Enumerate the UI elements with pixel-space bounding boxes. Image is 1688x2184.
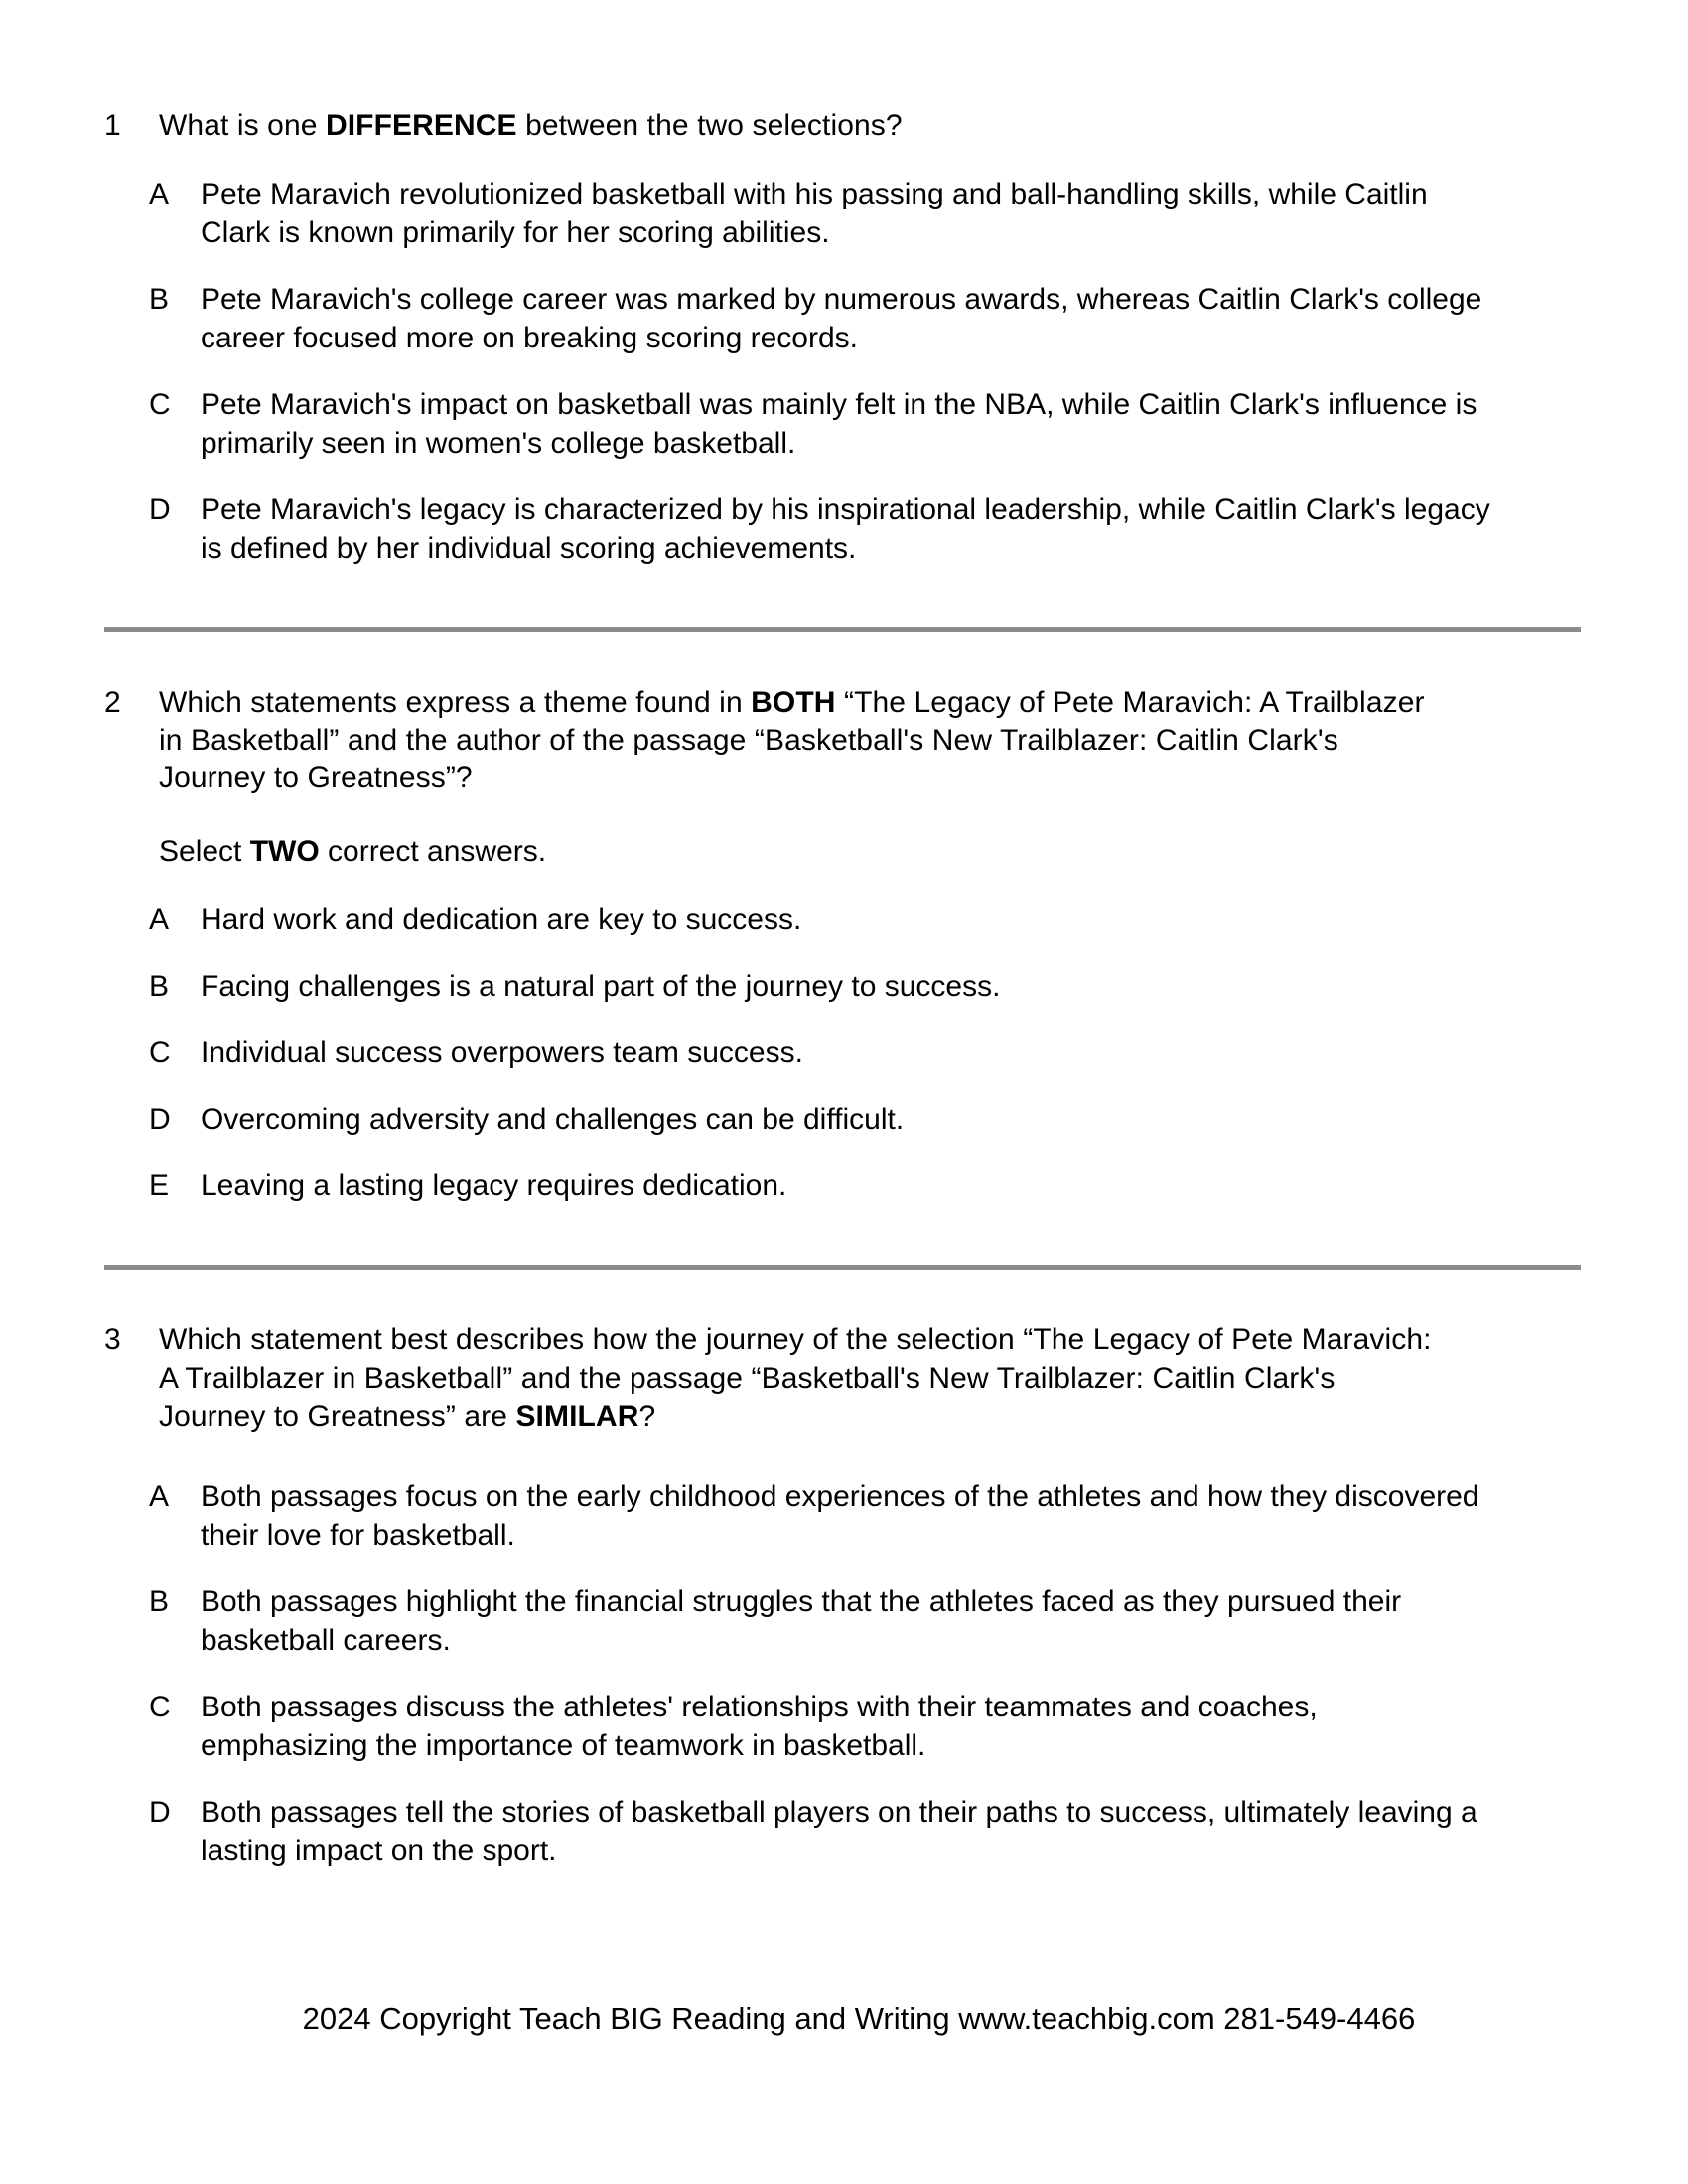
option-2-d-letter: D (149, 1103, 171, 1137)
option-3-d[interactable] (104, 1793, 1584, 1870)
option-1-c[interactable] (104, 385, 1584, 463)
option-2-e-text: Leaving a lasting legacy requires dedication. (201, 1169, 787, 1203)
question-2-options (104, 900, 1584, 1205)
question-2-number: 2 (104, 686, 121, 720)
question-2-stem-prefix: Which statements express a theme found in (159, 686, 752, 720)
spacer (104, 632, 1584, 684)
option-2-c-text: Individual success overpowers team success. (201, 1036, 803, 1070)
spacer (104, 1205, 1584, 1265)
question-1 (104, 107, 1584, 568)
option-2-b-letter: B (149, 970, 170, 1004)
option-2-a-letter: A (149, 903, 170, 937)
option-2-a-text: Hard work and dedication are key to success. (201, 903, 802, 937)
question-1-number: 1 (104, 109, 121, 142)
question-1-stem (104, 107, 1584, 145)
option-3-b-text: Both passages highlight the financial struggles that the athletes faced as they pursued their basketball careers. (201, 1584, 1402, 1657)
option-2-a[interactable] (104, 900, 1584, 939)
question-1-stem-emphasis: DIFFERENCE (325, 109, 517, 142)
option-2-c[interactable] (104, 1033, 1584, 1072)
option-2-b[interactable] (104, 967, 1584, 1006)
question-2-stem-text (159, 684, 1440, 797)
option-2-d-text: Overcoming adversity and challenges can be difficult. (201, 1103, 905, 1137)
question-2-stem-suffix: “The Legacy of Pete Maravich: A Trailblazer in Basketball” and the author of the passage “Basketball's New Trailblazer: Caitlin Clark's Journey to Greatness”? (159, 686, 1425, 795)
option-3-d-text: Both passages tell the stories of basketball players on their paths to success, ultimately leaving a lasting impact on the sport. (201, 1795, 1477, 1867)
option-1-b[interactable] (104, 280, 1584, 357)
select-note-emphasis: TWO (249, 835, 320, 869)
question-3-stem-text (159, 1321, 1440, 1434)
option-3-c-text: Both passages discuss the athletes' relationships with their teammates and coaches, emphasizing the importance of teamwork in basketball. (201, 1690, 1318, 1762)
option-1-b-letter: B (149, 283, 170, 317)
option-2-d[interactable] (104, 1100, 1584, 1139)
option-2-c-letter: C (149, 1036, 171, 1070)
option-1-a-letter: A (149, 178, 170, 211)
option-3-d-letter: D (149, 1795, 171, 1829)
spacer (104, 1270, 1584, 1321)
option-3-b[interactable] (104, 1582, 1584, 1660)
select-note-suffix: correct answers. (319, 835, 547, 869)
option-1-c-letter: C (149, 388, 171, 422)
question-3-options (104, 1477, 1584, 1870)
question-3-stem-emphasis: SIMILAR (515, 1399, 639, 1433)
option-3-c[interactable] (104, 1688, 1584, 1765)
question-2-select-instruction (159, 833, 1584, 871)
option-2-b-text: Facing challenges is a natural part of the journey to success. (201, 970, 1001, 1004)
question-1-stem-prefix: What is one (159, 109, 326, 142)
question-2-stem-emphasis: BOTH (751, 686, 836, 720)
option-2-e-letter: E (149, 1169, 170, 1203)
option-1-a[interactable] (104, 175, 1584, 252)
option-3-b-letter: B (149, 1584, 170, 1618)
question-3 (104, 1321, 1584, 1869)
page-footer (0, 2000, 1688, 2037)
option-3-a[interactable] (104, 1477, 1584, 1555)
option-1-d-letter: D (149, 493, 171, 527)
select-note-prefix: Select (159, 835, 250, 869)
option-1-a-text: Pete Maravich revolutionized basketball with his passing and ball-handling skills, while Caitlin Clark is known primarily for her scoring abilities. (201, 178, 1428, 250)
question-3-stem (104, 1321, 1584, 1434)
option-1-d[interactable] (104, 490, 1584, 568)
question-1-stem-suffix: between the two selections? (516, 109, 903, 142)
question-1-options (104, 175, 1584, 568)
option-1-d-text: Pete Maravich's legacy is characterized by his inspirational leadership, while Caitlin Clark's legacy is defined by her individual scoring achievements. (201, 493, 1490, 566)
spacer (104, 568, 1584, 627)
option-3-a-text: Both passages focus on the early childhood experiences of the athletes and how they discovered their love for basketball. (201, 1479, 1479, 1552)
option-2-e[interactable] (104, 1166, 1584, 1205)
option-3-a-letter: A (149, 1479, 170, 1513)
option-3-c-letter: C (149, 1690, 171, 1723)
footer-copyright-text: 2024 Copyright Teach BIG Reading and Writing www.teachbig.com 281-549-4466 (302, 2001, 1416, 2036)
option-1-c-text: Pete Maravich's impact on basketball was mainly felt in the NBA, while Caitlin Clark's influence is primarily seen in women's college basketball. (201, 388, 1477, 461)
question-2-stem (104, 684, 1584, 797)
question-3-stem-suffix: ? (638, 1399, 656, 1433)
questions-container (104, 107, 1584, 1870)
question-1-stem-text (159, 107, 1440, 145)
option-1-b-text: Pete Maravich's college career was marked by numerous awards, whereas Caitlin Clark's college career focused more on breaking scoring records. (201, 283, 1482, 355)
question-3-stem-prefix: Which statement best describes how the journey of the selection “The Legacy of Pete Maravich: A Trailblazer in Basketball” and the passage “Basketball's New Trailblazer: Caitlin Clark's Journey to Greatness” are (159, 1323, 1432, 1433)
question-3-number: 3 (104, 1323, 121, 1357)
question-2 (104, 684, 1584, 1205)
